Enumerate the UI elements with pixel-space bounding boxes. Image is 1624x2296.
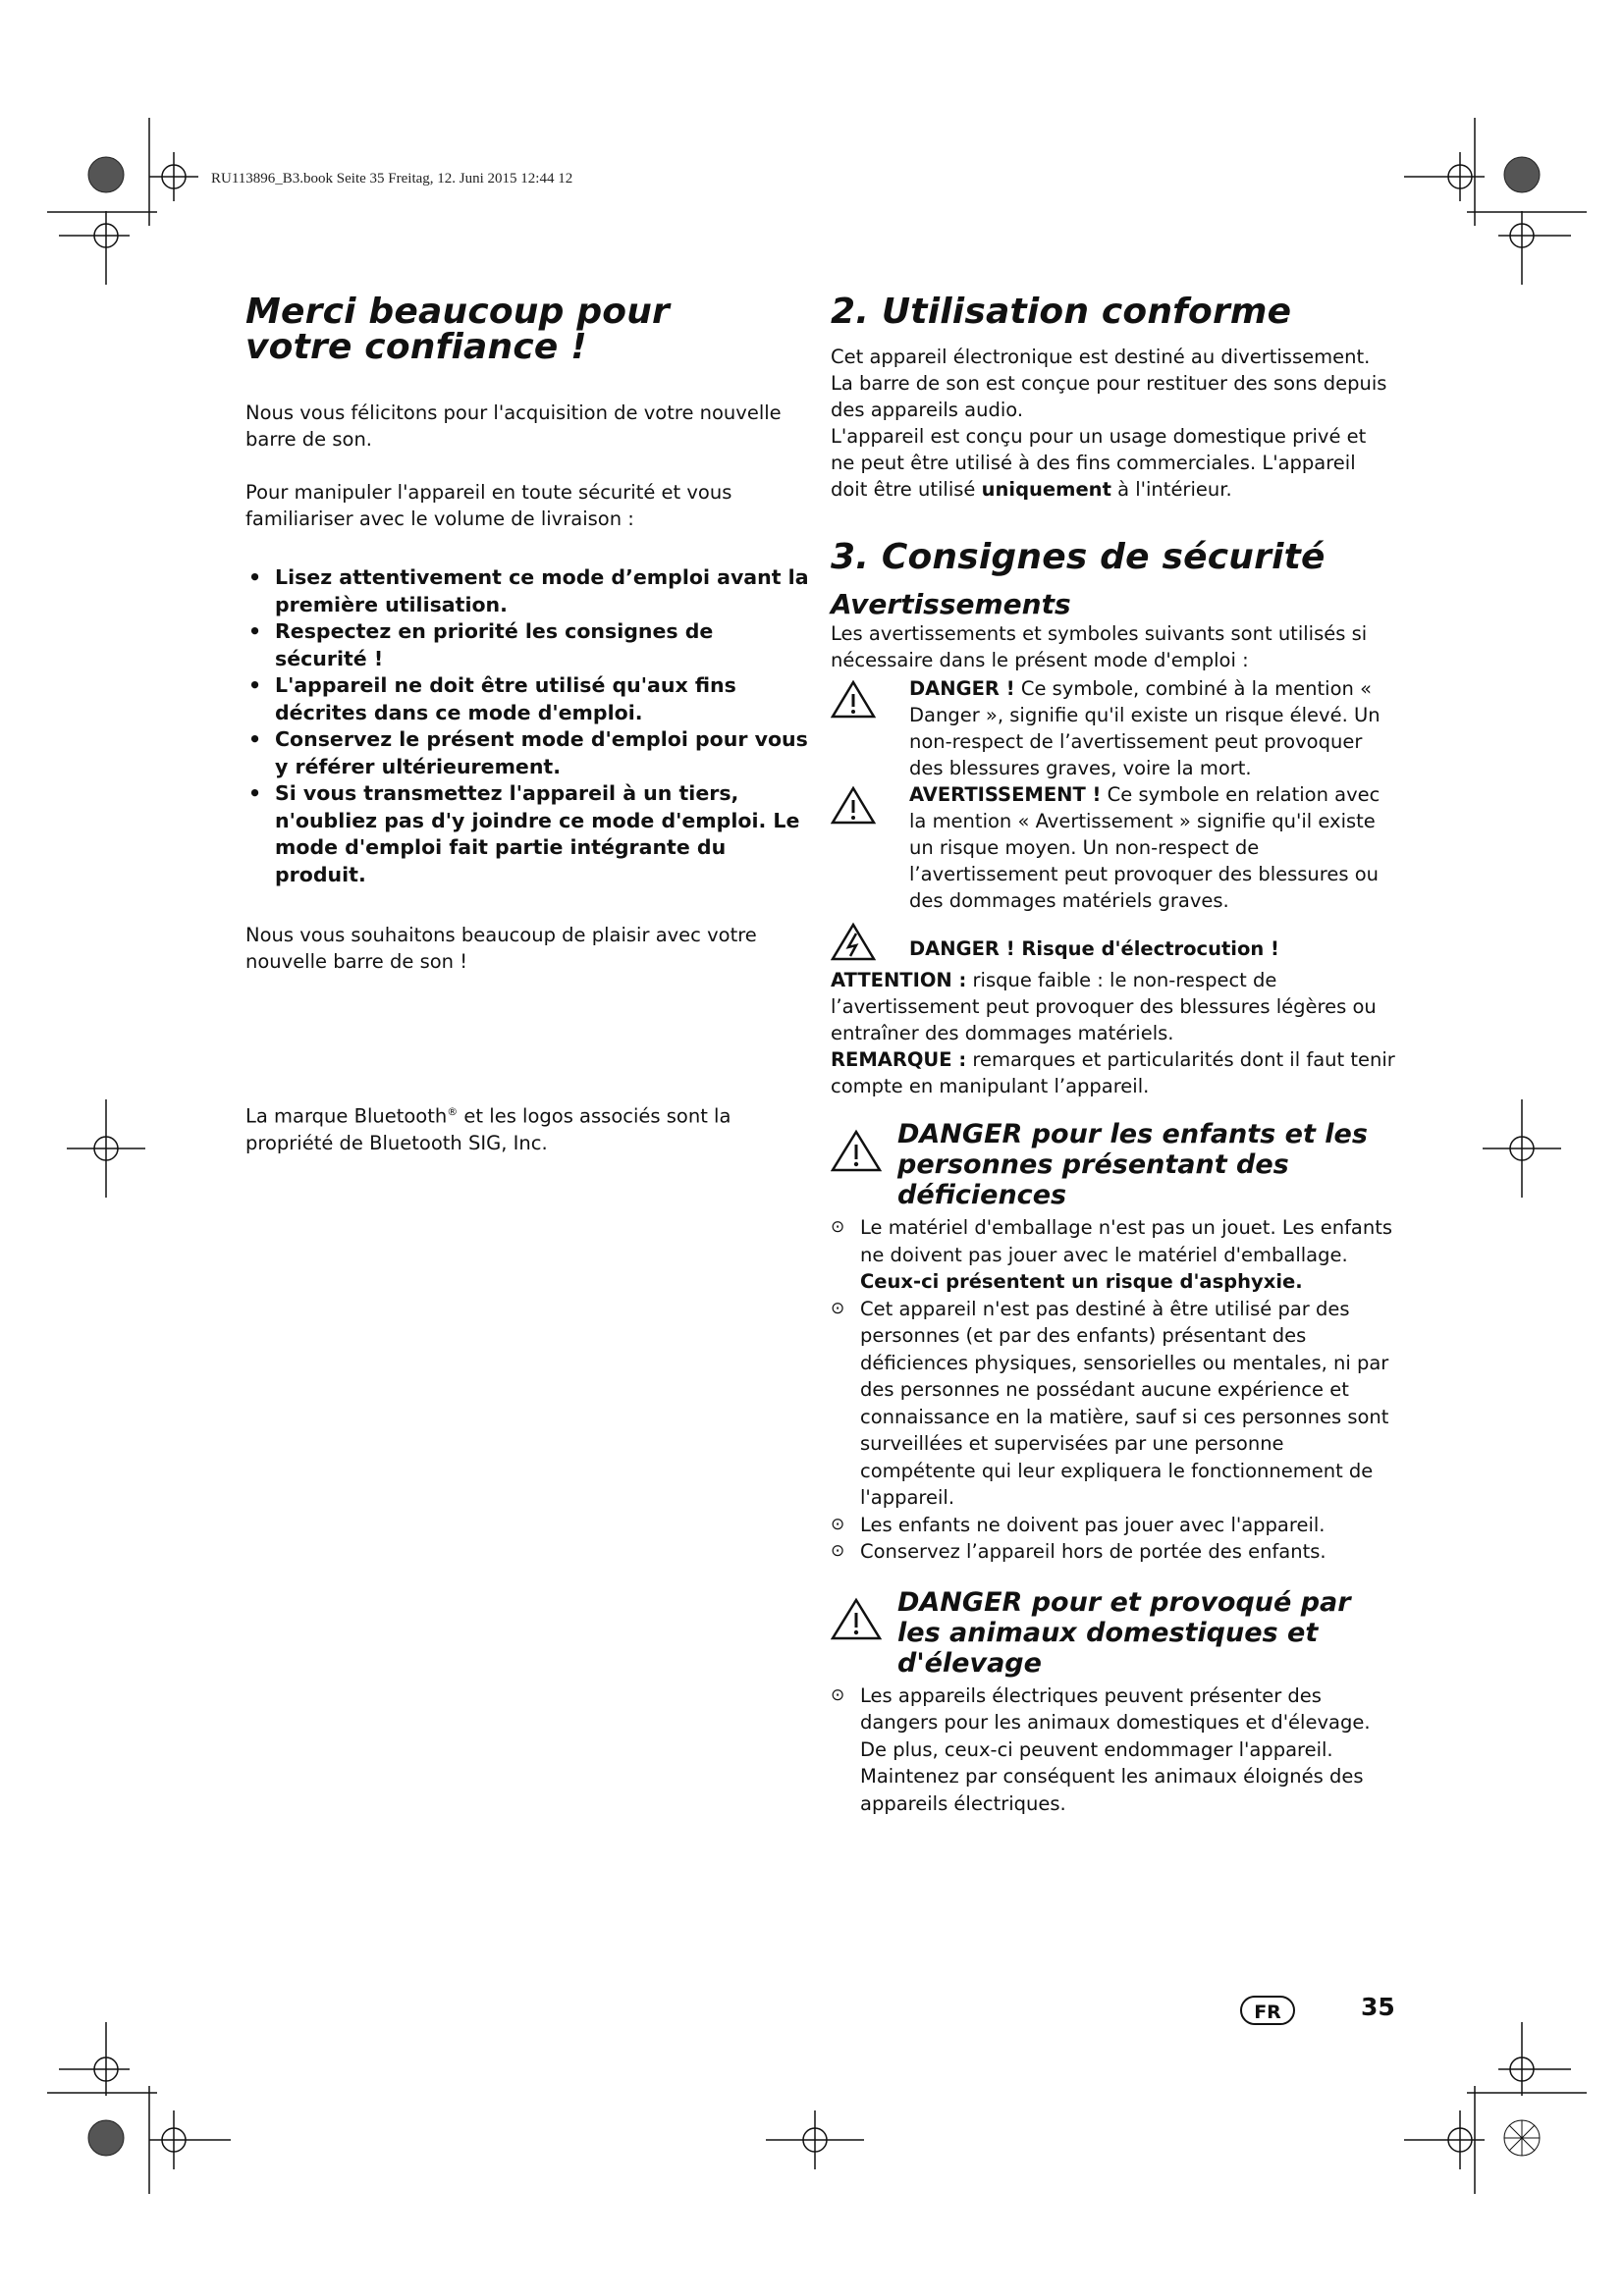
warning-triangle-icon (831, 679, 876, 719)
list-item (831, 1538, 1395, 1566)
intro-paragraph: Nous vous félicitons pour l'acquisition de votre nouvelle barre de son. (245, 401, 782, 451)
warnings-intro: Les avertissements et symboles suivants sont utilisés si nécessaire dans le présent mode d'emploi : (831, 622, 1368, 671)
trademark-paragraph (245, 1098, 810, 1156)
list-item (831, 1214, 1395, 1296)
list-item-text: Le matériel d'emballage n'est pas un jouet. Les enfants ne doivent pas jouer avec le matériel d'emballage. (860, 1216, 1393, 1266)
warning-triangle-icon (831, 1597, 882, 1640)
attention-text: risque faible : le non-respect de l’avertissement peut provoquer des blessures légères ou entraîner des dommages matériels. (831, 969, 1377, 1044)
section-2-paragraph-2 (831, 423, 1395, 503)
danger-children-heading (831, 1119, 1395, 1210)
circle-bullet-icon: ⊙ (831, 1684, 845, 1705)
danger-definition-text (909, 675, 1395, 781)
page-title: Merci beaucoup pour votre confiance ! (245, 292, 671, 367)
circle-bullet-icon: ⊙ (831, 1217, 845, 1237)
warning-triangle-icon (831, 785, 876, 825)
list-item-text: Cet appareil n'est pas destiné à être utilisé par des personnes (et par des enfants) présentant des déficiences physiques, sensorielles ou mentales, ni par des personnes ne possédant aucune expérience et connaissance en la matière, sauf si ces personnes sont surveillées et supervisées par une personne compétente qui leur expliquera le fonctionnement de l'appareil. (860, 1297, 1389, 1509)
list-item (831, 1512, 1395, 1539)
list-item-emphasis: Ceux-ci présentent un risque d'asphyxie. (860, 1270, 1303, 1293)
avertissement-text: Ce symbole en relation avec la mention « Avertissement » signifie qu'il existe un risque moyen. Un non-respect de l’avertissement peut provoquer des blessures ou des dommages matériels graves. (909, 783, 1380, 912)
list-item: • Si vous transmettez l'appareil à un tiers, n'oubliez pas d'y joindre ce mode d'emploi. Le mode d'emploi fait partie intégrante du produit. (245, 780, 810, 888)
electrocution-label: DANGER ! Risque d'électrocution ! (909, 937, 1279, 960)
list-item: • Lisez attentivement ce mode d’emploi avant la première utilisation. (245, 564, 810, 618)
circle-bullet-icon: ⊙ (831, 1514, 845, 1534)
children-warning-list (831, 1214, 1395, 1566)
attention-definition (831, 967, 1395, 1046)
handling-paragraph: Pour manipuler l'appareil en toute sécurité et vous familiariser avec le volume de livraison : (245, 481, 732, 530)
list-item: • Respectez en priorité les consignes de sécurité ! (245, 618, 810, 672)
wish-paragraph: Nous vous souhaitons beaucoup de plaisir avec votre nouvelle barre de son ! (245, 924, 757, 973)
attention-label: ATTENTION : (831, 969, 967, 991)
list-item-text: Les appareils électriques peuvent présenter des dangers pour les animaux domestiques et d'élevage. De plus, ceux-ci peuvent endommager l'appareil. Maintenez par conséquent les animaux éloignés des appareils électriques. (860, 1683, 1371, 1815)
trademark-text-end: et les logos associés sont la propriété de Bluetooth SIG, Inc. (245, 1104, 731, 1154)
warning-triangle-icon (831, 1129, 882, 1172)
trademark-text: La marque Bluetooth (245, 1104, 448, 1128)
section-2-paragraph-1: Cet appareil électronique est destiné au divertissement. La barre de son est conçue pour restituer des sons depuis des appareils audio. (831, 346, 1387, 421)
danger-animals-title: DANGER pour et provoqué par les animaux domestiques et d'élevage (897, 1586, 1351, 1679)
right-column (831, 294, 1395, 1817)
animals-warning-list (831, 1682, 1395, 1818)
electrocution-text (909, 928, 1395, 962)
remarque-text: remarques et particularités dont il faut tenir compte en manipulant l’appareil. (831, 1048, 1395, 1097)
avertissement-definition (831, 781, 1395, 914)
left-column (245, 294, 810, 1156)
section-2-title: 2. Utilisation conforme (831, 292, 1292, 332)
section-2-text: L'appareil est conçu pour un usage domestique privé et ne peut être utilisé à des fins commerciales. L'appareil doit être utilisé (831, 425, 1367, 501)
section-2-text-end: à l'intérieur. (1110, 478, 1232, 501)
danger-animals-heading (831, 1587, 1395, 1679)
list-item-text: Conservez l’appareil hors de portée des enfants. (860, 1540, 1326, 1563)
page-number: 35 (1361, 1993, 1395, 2021)
remarque-label: REMARQUE : (831, 1048, 967, 1071)
section-2-emphasis: uniquement (981, 478, 1111, 501)
danger-definition (831, 675, 1395, 781)
section-3-title: 3. Consignes de sécurité (831, 537, 1326, 577)
instruction-list (245, 564, 810, 888)
electric-shock-icon (831, 922, 876, 961)
list-item (831, 1682, 1395, 1818)
registered-mark: ® (447, 1105, 459, 1118)
danger-text: Ce symbole, combiné à la mention « Danger », signifie qu'il existe un risque élevé. Un non-respect de l’avertissement peut provoquer des blessures graves, voire la mort. (909, 677, 1380, 779)
list-item: • L'appareil ne doit être utilisé qu'aux fins décrites dans ce mode d'emploi. (245, 672, 810, 726)
electrocution-definition (831, 928, 1395, 967)
list-item-text: Les enfants ne doivent pas jouer avec l'appareil. (860, 1513, 1326, 1536)
print-header-line: RU113896_B3.book Seite 35 Freitag, 12. Juni 2015 12:44 12 (211, 171, 573, 187)
danger-children-title: DANGER pour les enfants et les personnes présentant des déficiences (897, 1119, 1368, 1210)
avertissement-label: AVERTISSEMENT ! (909, 783, 1102, 806)
list-item: • Conservez le présent mode d'emploi pour vous y référer ultérieurement. (245, 726, 810, 780)
list-item (831, 1296, 1395, 1512)
circle-bullet-icon: ⊙ (831, 1298, 845, 1318)
avertissement-definition-text (909, 781, 1395, 914)
danger-label: DANGER ! (909, 677, 1015, 700)
remarque-definition (831, 1046, 1395, 1099)
circle-bullet-icon: ⊙ (831, 1541, 845, 1561)
language-badge: FR (1240, 1996, 1295, 2025)
warnings-subtitle: Avertissements (831, 588, 1071, 620)
